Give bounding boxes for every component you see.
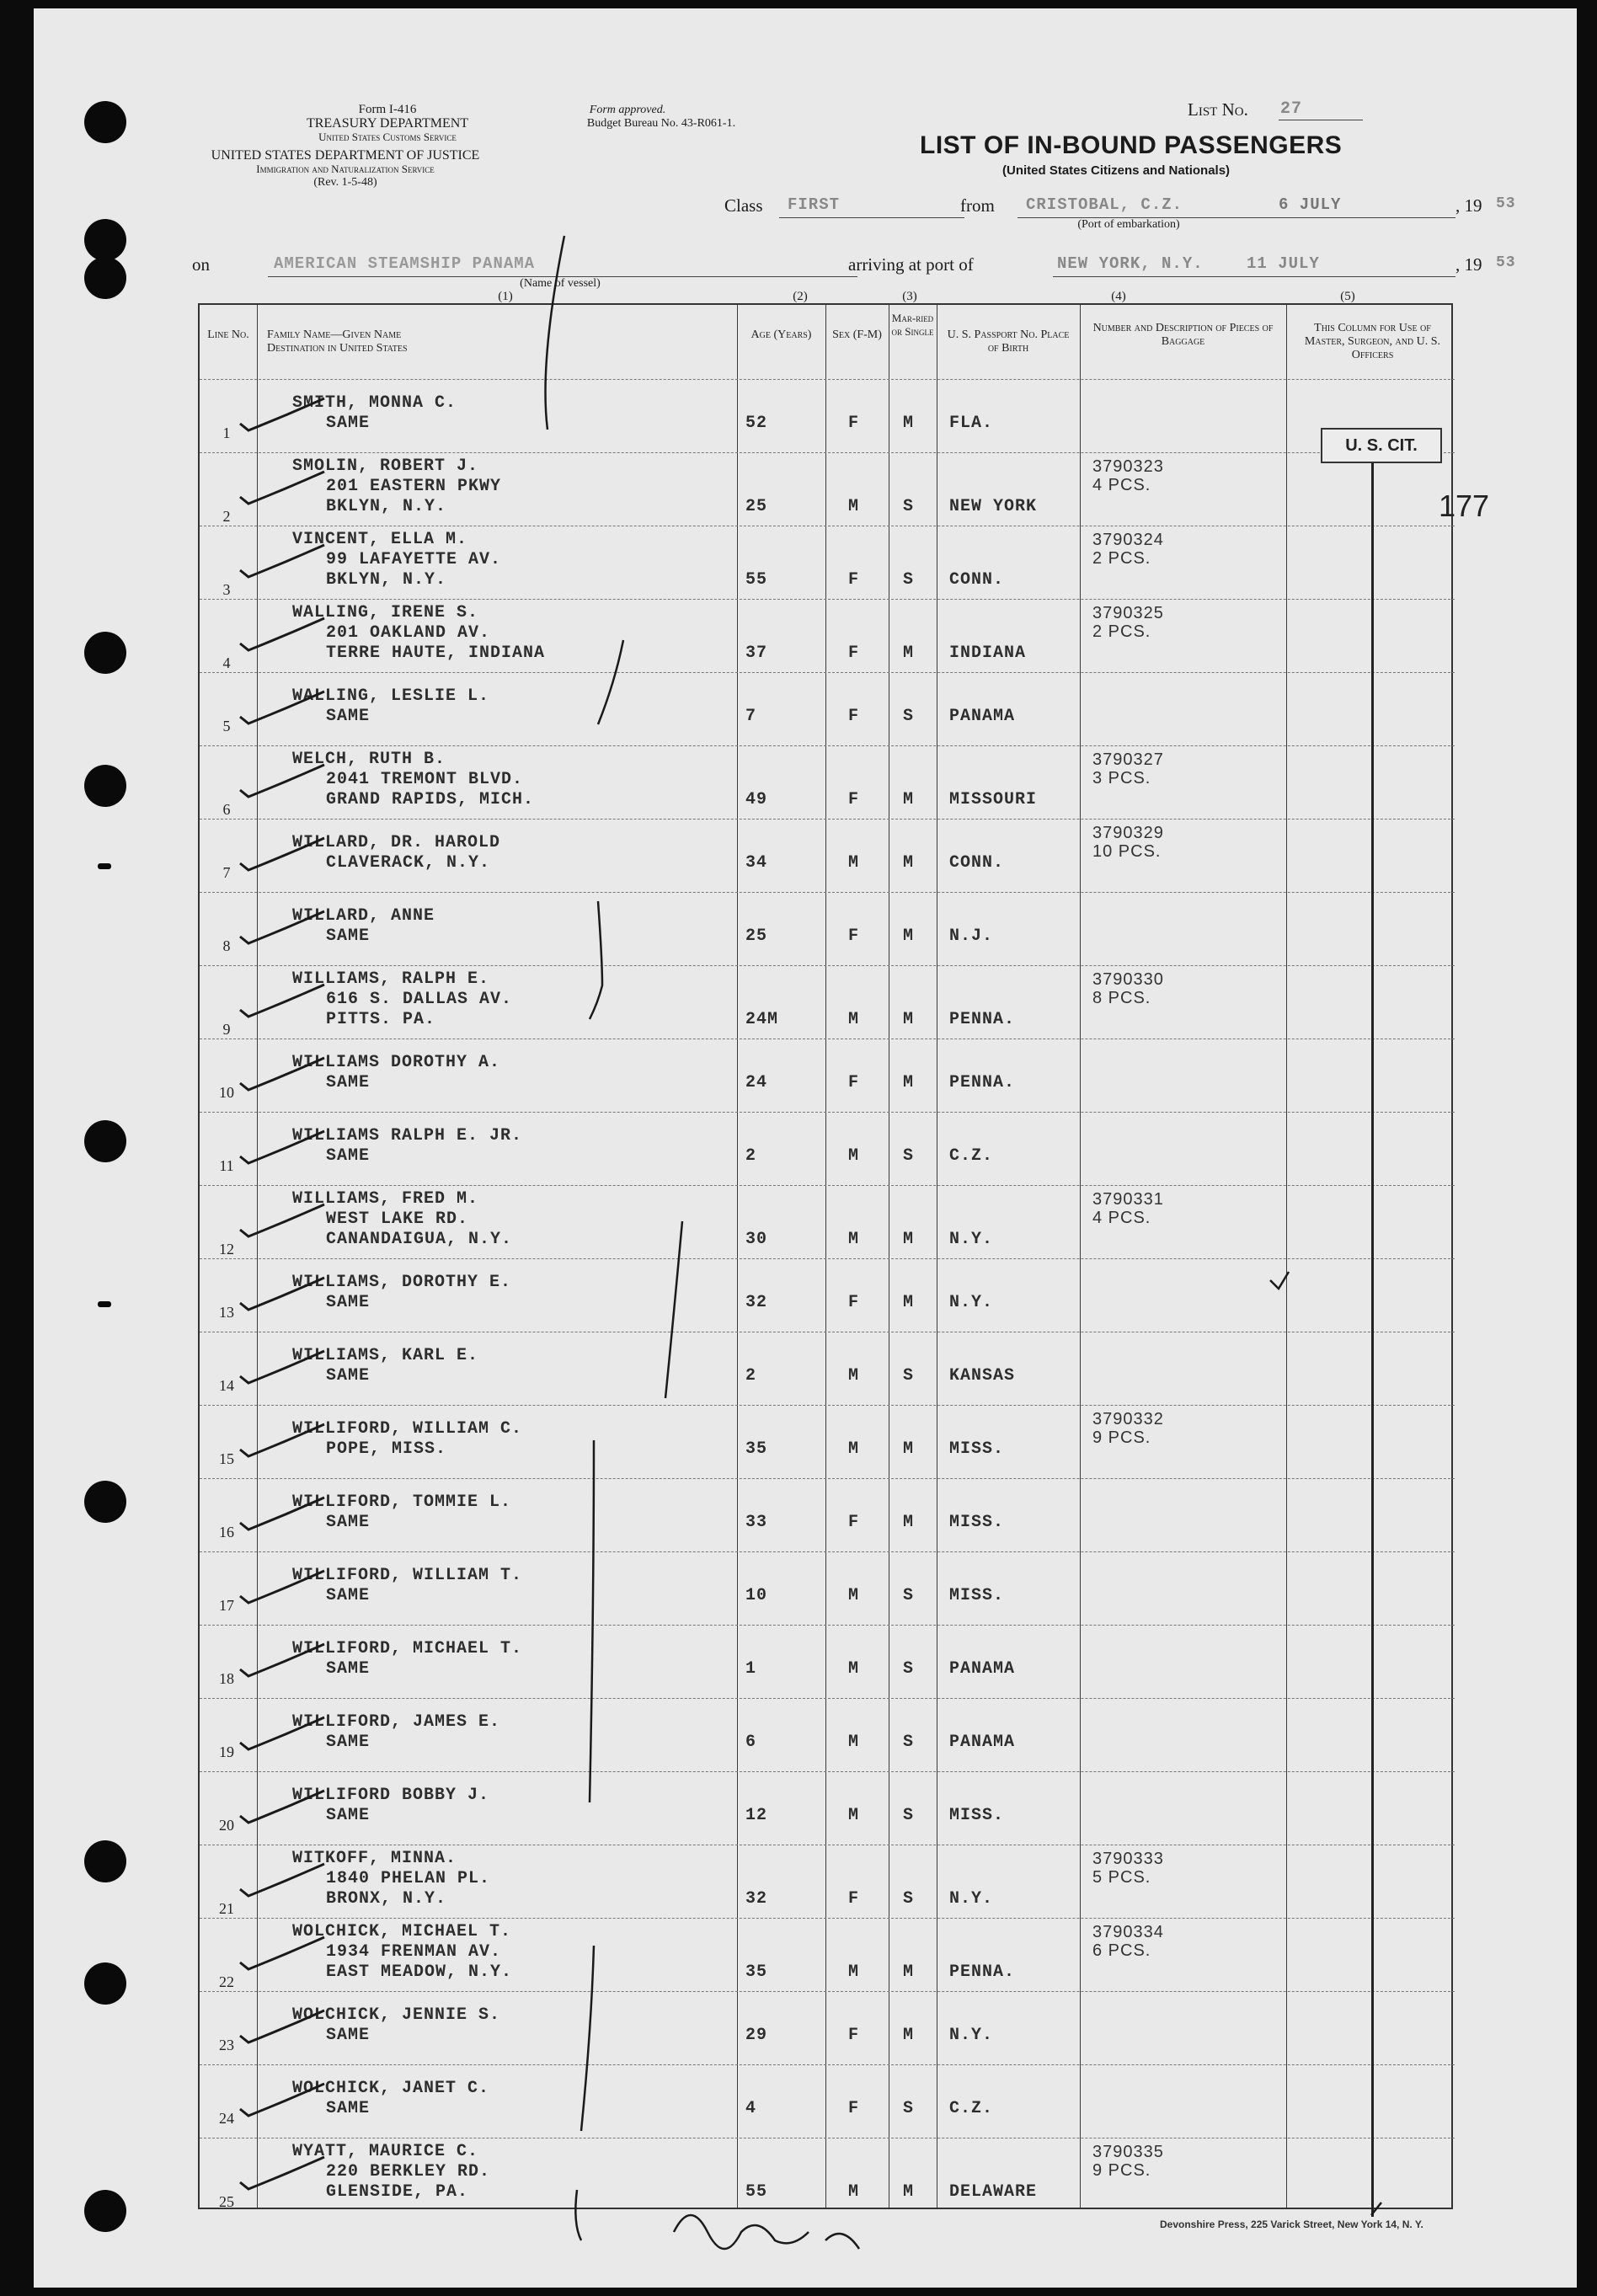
passenger-name: WALLING, LESLIE L. (292, 686, 490, 706)
header-officers: This Column for Use of Master, Surgeon, and U. S. Officers (1304, 322, 1441, 361)
justice-dept: UNITED STATES DEPARTMENT OF JUSTICE (211, 148, 480, 163)
passenger-name: WILLIAMS RALPH E. JR. (292, 1126, 523, 1145)
check-mark (240, 691, 324, 724)
arrival-date: 11 JULY (1247, 254, 1320, 273)
baggage-line: 4 PCS. (1092, 1209, 1151, 1227)
sex-value: M (848, 1962, 860, 1982)
check-mark (240, 1498, 324, 1530)
place-of-birth: N.Y. (949, 2026, 994, 2045)
line-number: 15 (219, 1450, 234, 1467)
marital-status: M (903, 1293, 915, 1312)
form-number: Form I-416 (358, 103, 417, 116)
age-value: 25 (745, 497, 768, 516)
destination-line: 1934 FRENMAN AV. (326, 1942, 502, 1962)
sex-value: F (848, 1889, 860, 1909)
year-prefix-1: , 19 (1455, 195, 1482, 216)
check-mark (240, 2157, 324, 2189)
place-of-birth: KANSAS (949, 1366, 1016, 1386)
check-mark (240, 545, 324, 577)
place-of-birth: PANAMA (949, 1659, 1016, 1679)
check-mark (240, 1571, 324, 1603)
marital-status: M (903, 1073, 915, 1092)
handwritten-check-marks (34, 8, 1577, 2288)
destination-line: SAME (326, 1073, 371, 1092)
age-value: 55 (745, 570, 768, 590)
page-subtitle: (United States Citizens and Nationals) (1002, 163, 1231, 178)
marital-status: S (903, 1586, 915, 1605)
baggage-line: 4 PCS. (1092, 476, 1151, 494)
passenger-name: WALLING, IRENE S. (292, 603, 479, 622)
line-number: 2 (222, 508, 231, 525)
age-value: 29 (745, 2026, 768, 2045)
destination-line: CLAVERACK, N.Y. (326, 853, 491, 873)
line-number: 6 (222, 801, 231, 818)
passenger-name: WELCH, RUTH B. (292, 750, 446, 769)
marital-status: M (903, 1230, 915, 1249)
sex-value: M (848, 1366, 860, 1386)
list-no-value: 27 (1280, 99, 1303, 119)
age-value: 4 (745, 2099, 757, 2118)
line-number: 14 (219, 1377, 234, 1394)
passenger-name: WOLCHICK, MICHAEL T. (292, 1922, 512, 1941)
sex-value: M (848, 1586, 860, 1605)
passenger-name: WILLARD, DR. HAROLD (292, 833, 501, 852)
destination-line: BRONX, N.Y. (326, 1889, 447, 1909)
passenger-list-sheet (34, 8, 1577, 2288)
age-value: 32 (745, 1293, 768, 1312)
age-value: 32 (745, 1889, 768, 1909)
place-of-birth: N.Y. (949, 1230, 994, 1249)
place-of-birth: C.Z. (949, 1146, 994, 1166)
baggage-line: 3790333 (1092, 1850, 1164, 1868)
baggage-line: 3790331 (1092, 1190, 1164, 1209)
line-number: 20 (219, 1817, 234, 1834)
passenger-name: WILLIFORD, MICHAEL T. (292, 1639, 523, 1658)
sex-value: F (848, 707, 860, 726)
line-number: 16 (219, 1524, 234, 1540)
line-number: 4 (222, 654, 231, 671)
age-value: 34 (745, 853, 768, 873)
baggage-line: 3790332 (1092, 1410, 1164, 1428)
age-value: 33 (745, 1513, 768, 1532)
class-label: Class (724, 195, 763, 216)
age-value: 2 (745, 1366, 757, 1386)
sex-value: M (848, 1806, 860, 1825)
sex-value: F (848, 2099, 860, 2118)
check-mark (240, 1937, 324, 1969)
sex-value: F (848, 570, 860, 590)
destination-line: 201 OAKLAND AV. (326, 623, 491, 643)
line-number: 8 (222, 937, 231, 954)
line-number: 9 (222, 1021, 231, 1038)
place-of-birth: PENNA. (949, 1073, 1016, 1092)
sex-value: F (848, 414, 860, 433)
revision: (Rev. 1-5-48) (313, 176, 377, 189)
destination-line: WEST LAKE RD. (326, 1209, 469, 1229)
destination-line: SAME (326, 414, 371, 433)
passenger-name: WOLCHICK, JENNIE S. (292, 2005, 501, 2025)
place-of-birth: MISS. (949, 1513, 1005, 1532)
destination-line: GRAND RAPIDS, MICH. (326, 790, 535, 809)
check-mark (240, 1204, 324, 1236)
marital-status: M (903, 790, 915, 809)
destination-line: BKLYN, N.Y. (326, 570, 447, 590)
passenger-name: WYATT, MAURICE C. (292, 2142, 479, 2161)
customs-service: United States Customs Service (318, 131, 457, 143)
check-mark (240, 2010, 324, 2042)
passenger-name: WOLCHICK, JANET C. (292, 2079, 490, 2098)
class-value: FIRST (788, 195, 841, 214)
marital-status: S (903, 1889, 915, 1909)
destination-line: 1840 PHELAN PL. (326, 1869, 491, 1888)
treasury-dept: TREASURY DEPARTMENT (306, 116, 469, 131)
baggage-line: 3 PCS. (1092, 769, 1151, 788)
vessel-name: AMERICAN STEAMSHIP PANAMA (274, 254, 536, 273)
passenger-name: WILLIFORD, WILLIAM C. (292, 1419, 523, 1439)
marital-status: S (903, 497, 915, 516)
line-number: 13 (219, 1304, 234, 1321)
line-number: 19 (219, 1743, 234, 1760)
place-of-birth: PANAMA (949, 707, 1016, 726)
line-number: 3 (222, 581, 231, 598)
from-label: from (960, 195, 995, 216)
passenger-name: WILLIAMS, FRED M. (292, 1189, 479, 1209)
passenger-name: WILLIAMS, RALPH E. (292, 969, 490, 989)
check-mark (240, 2084, 324, 2116)
baggage-line: 3790330 (1092, 970, 1164, 989)
destination-line: 2041 TREMONT BLVD. (326, 770, 524, 789)
check-mark (240, 1351, 324, 1383)
baggage-line: 3790334 (1092, 1923, 1164, 1941)
marital-status: M (903, 643, 915, 663)
col-number-4: (4) (1111, 290, 1126, 303)
year-prefix-2: , 19 (1455, 254, 1482, 275)
sex-value: M (848, 2182, 860, 2202)
baggage-line: 3790325 (1092, 604, 1164, 622)
line-number: 1 (222, 424, 231, 441)
place-of-birth: N.Y. (949, 1889, 994, 1909)
place-of-birth: N.J. (949, 926, 994, 946)
age-value: 24 (745, 1073, 768, 1092)
marital-status: S (903, 1733, 915, 1752)
line-number: 7 (222, 864, 231, 881)
age-value: 10 (745, 1586, 768, 1605)
check-mark (240, 1278, 324, 1310)
age-value: 24M (745, 1010, 779, 1029)
passenger-name: WILLIFORD BOBBY J. (292, 1786, 490, 1805)
destination-line: EAST MEADOW, N.Y. (326, 1962, 513, 1982)
passenger-name: WILLARD, ANNE (292, 906, 435, 926)
destination-line: SAME (326, 926, 371, 946)
passenger-name: SMITH, MONNA C. (292, 393, 457, 413)
check-mark (240, 398, 324, 430)
destination-line: PITTS. PA. (326, 1010, 436, 1029)
check-mark (240, 1717, 324, 1749)
count-annotation: 177 (1439, 489, 1490, 523)
header-sex: Sex (F-M) (832, 328, 882, 341)
page-title: LIST OF IN-BOUND PASSENGERS (920, 131, 1343, 159)
age-value: 37 (745, 643, 768, 663)
marital-status: M (903, 1513, 915, 1532)
place-of-birth: C.Z. (949, 2099, 994, 2118)
header-name: Family Name—Given Name Destination in United States (267, 328, 408, 355)
marital-status: S (903, 1366, 915, 1386)
form-approved: Form approved. (589, 104, 666, 116)
sex-value: F (848, 643, 860, 663)
line-number: 12 (219, 1241, 234, 1257)
arriving-label: arriving at port of (848, 254, 974, 275)
header-age: Age (Years) (750, 328, 812, 341)
year-suffix-1: 53 (1496, 195, 1516, 212)
passenger-name: WILLIAMS, DOROTHY E. (292, 1273, 512, 1292)
baggage-line: 3790335 (1092, 2143, 1164, 2161)
baggage-line: 3790329 (1092, 824, 1164, 842)
place-of-birth: INDIANA (949, 643, 1027, 663)
destination-line: SAME (326, 1293, 371, 1312)
destination-line: TERRE HAUTE, INDIANA (326, 643, 546, 663)
destination-line: CANANDAIGUA, N.Y. (326, 1230, 513, 1249)
line-number: 21 (219, 1900, 234, 1917)
header-passport: U. S. Passport No. Place of Birth (947, 328, 1070, 355)
destination-line: SAME (326, 707, 371, 726)
col-number-3: (3) (902, 290, 917, 303)
baggage-line: 3790323 (1092, 457, 1164, 476)
age-value: 7 (745, 707, 757, 726)
age-value: 30 (745, 1230, 768, 1249)
sex-value: F (848, 1293, 860, 1312)
check-mark (240, 1791, 324, 1823)
place-of-birth: PENNA. (949, 1010, 1016, 1029)
age-value: 25 (745, 926, 768, 946)
age-value: 2 (745, 1146, 757, 1166)
destination-line: SAME (326, 1659, 371, 1679)
place-of-birth: PANAMA (949, 1733, 1016, 1752)
line-number: 17 (219, 1597, 234, 1614)
sex-value: M (848, 1146, 860, 1166)
on-label: on (192, 254, 210, 275)
budget-bureau: Budget Bureau No. 43-R061-1. (586, 117, 736, 130)
check-mark (240, 1131, 324, 1163)
check-mark (240, 1864, 324, 1896)
col-number-5: (5) (1340, 290, 1355, 303)
baggage-line: 9 PCS. (1092, 2161, 1151, 2180)
baggage-line: 3790324 (1092, 531, 1164, 549)
sex-value: F (848, 1513, 860, 1532)
marital-status: S (903, 2099, 915, 2118)
passenger-name: WILLIFORD, WILLIAM T. (292, 1566, 523, 1585)
place-of-birth: MISS. (949, 1439, 1005, 1459)
destination-line: 99 LAFAYETTE AV. (326, 550, 502, 569)
place-of-birth: PENNA. (949, 1962, 1016, 1982)
sex-value: F (848, 926, 860, 946)
sex-value: M (848, 1733, 860, 1752)
destination-line: SAME (326, 1586, 371, 1605)
marital-status: M (903, 414, 915, 433)
age-value: 35 (745, 1962, 768, 1982)
place-of-birth: DELAWARE (949, 2182, 1038, 2202)
check-mark (240, 985, 324, 1017)
destination-line: SAME (326, 2099, 371, 2118)
destination-line: SAME (326, 1733, 371, 1752)
check-mark (240, 838, 324, 870)
place-of-birth: MISS. (949, 1586, 1005, 1605)
sex-value: M (848, 1230, 860, 1249)
destination-line: SAME (326, 1146, 371, 1166)
baggage-line: 5 PCS. (1092, 1868, 1151, 1887)
sex-value: M (848, 497, 860, 516)
baggage-line: 9 PCS. (1092, 1428, 1151, 1447)
sex-value: F (848, 1073, 860, 1092)
marital-status: M (903, 1439, 915, 1459)
sex-value: M (848, 1010, 860, 1029)
printer-footer: Devonshire Press, 225 Varick Street, New York 14, N. Y. (1160, 2219, 1423, 2230)
year-suffix-2: 53 (1496, 254, 1516, 271)
check-mark (240, 1644, 324, 1676)
destination-line: 201 EASTERN PKWY (326, 477, 502, 496)
destination-line: 616 S. DALLAS AV. (326, 990, 513, 1009)
col-number-2: (2) (793, 290, 808, 303)
line-number: 25 (219, 2193, 234, 2210)
col-number-1: (1) (498, 290, 513, 303)
check-mark (240, 911, 324, 943)
date-from: 6 JULY (1279, 195, 1342, 214)
marital-status: S (903, 1659, 915, 1679)
age-value: 35 (745, 1439, 768, 1459)
marital-status: M (903, 1962, 915, 1982)
line-number: 10 (219, 1084, 234, 1101)
age-value: 1 (745, 1659, 757, 1679)
passenger-name: WILLIFORD, TOMMIE L. (292, 1492, 512, 1512)
embark-caption: (Port of embarkation) (1077, 218, 1180, 231)
header-married: Mar-ried or Single (891, 312, 934, 338)
place-of-birth: CONN. (949, 570, 1005, 590)
sex-value: M (848, 1439, 860, 1459)
baggage-line: 2 PCS. (1092, 622, 1151, 641)
marital-status: M (903, 2182, 915, 2202)
arrival-port: NEW YORK, N.Y. (1057, 254, 1204, 273)
age-value: 52 (745, 414, 768, 433)
marital-status: S (903, 707, 915, 726)
passenger-name: VINCENT, ELLA M. (292, 530, 468, 549)
baggage-line: 3790327 (1092, 750, 1164, 769)
destination-line: SAME (326, 1806, 371, 1825)
sex-value: M (848, 853, 860, 873)
age-value: 55 (745, 2182, 768, 2202)
sex-value: F (848, 2026, 860, 2045)
check-mark (240, 1424, 324, 1456)
line-number: 18 (219, 1670, 234, 1687)
baggage-line: 10 PCS. (1092, 842, 1162, 861)
place-of-birth: MISSOURI (949, 790, 1038, 809)
destination-line: SAME (326, 2026, 371, 2045)
vessel-caption: (Name of vessel) (520, 277, 601, 290)
marital-status: S (903, 1806, 915, 1825)
line-number: 5 (222, 718, 231, 734)
destination-line: 220 BERKLEY RD. (326, 2162, 491, 2181)
line-number: 11 (219, 1157, 234, 1174)
check-mark (240, 618, 324, 650)
header-line: Line No. (207, 328, 249, 341)
from-value: CRISTOBAL, C.Z. (1026, 195, 1183, 214)
sex-value: F (848, 790, 860, 809)
passenger-name: WILLIFORD, JAMES E. (292, 1712, 501, 1732)
marital-status: M (903, 2026, 915, 2045)
list-no-label: List No. (1188, 99, 1248, 120)
marital-status: M (903, 1010, 915, 1029)
line-number: 24 (219, 2110, 234, 2127)
age-value: 49 (745, 790, 768, 809)
immigration-service: Immigration and Naturalization Service (256, 163, 435, 175)
marital-status: M (903, 926, 915, 946)
destination-line: GLENSIDE, PA. (326, 2182, 469, 2202)
baggage-line: 2 PCS. (1092, 549, 1151, 568)
place-of-birth: N.Y. (949, 1293, 994, 1312)
age-value: 12 (745, 1806, 768, 1825)
baggage-line: 8 PCS. (1092, 989, 1151, 1007)
header-baggage: Number and Description of Pieces of Baggage (1092, 322, 1274, 348)
destination-line: SAME (326, 1366, 371, 1386)
age-value: 6 (745, 1733, 757, 1752)
passenger-name: WILLIAMS DOROTHY A. (292, 1053, 501, 1072)
marital-status: S (903, 570, 915, 590)
place-of-birth: NEW YORK (949, 497, 1038, 516)
line-number: 23 (219, 2037, 234, 2053)
check-mark (240, 765, 324, 797)
check-mark (240, 1058, 324, 1090)
sex-value: M (848, 1659, 860, 1679)
destination-line: POPE, MISS. (326, 1439, 447, 1459)
destination-line: BKLYN, N.Y. (326, 497, 447, 516)
marital-status: S (903, 1146, 915, 1166)
passenger-name: WITKOFF, MINNA. (292, 1849, 457, 1868)
place-of-birth: MISS. (949, 1806, 1005, 1825)
passenger-name: WILLIAMS, KARL E. (292, 1346, 479, 1365)
passenger-name: SMOLIN, ROBERT J. (292, 457, 479, 476)
marital-status: M (903, 853, 915, 873)
place-of-birth: FLA. (949, 414, 994, 433)
line-number: 22 (219, 1973, 234, 1990)
destination-line: SAME (326, 1513, 371, 1532)
baggage-line: 6 PCS. (1092, 1941, 1151, 1960)
place-of-birth: CONN. (949, 853, 1005, 873)
us-citizen-stamp: U. S. CIT. (1321, 428, 1442, 463)
check-mark (240, 472, 324, 504)
